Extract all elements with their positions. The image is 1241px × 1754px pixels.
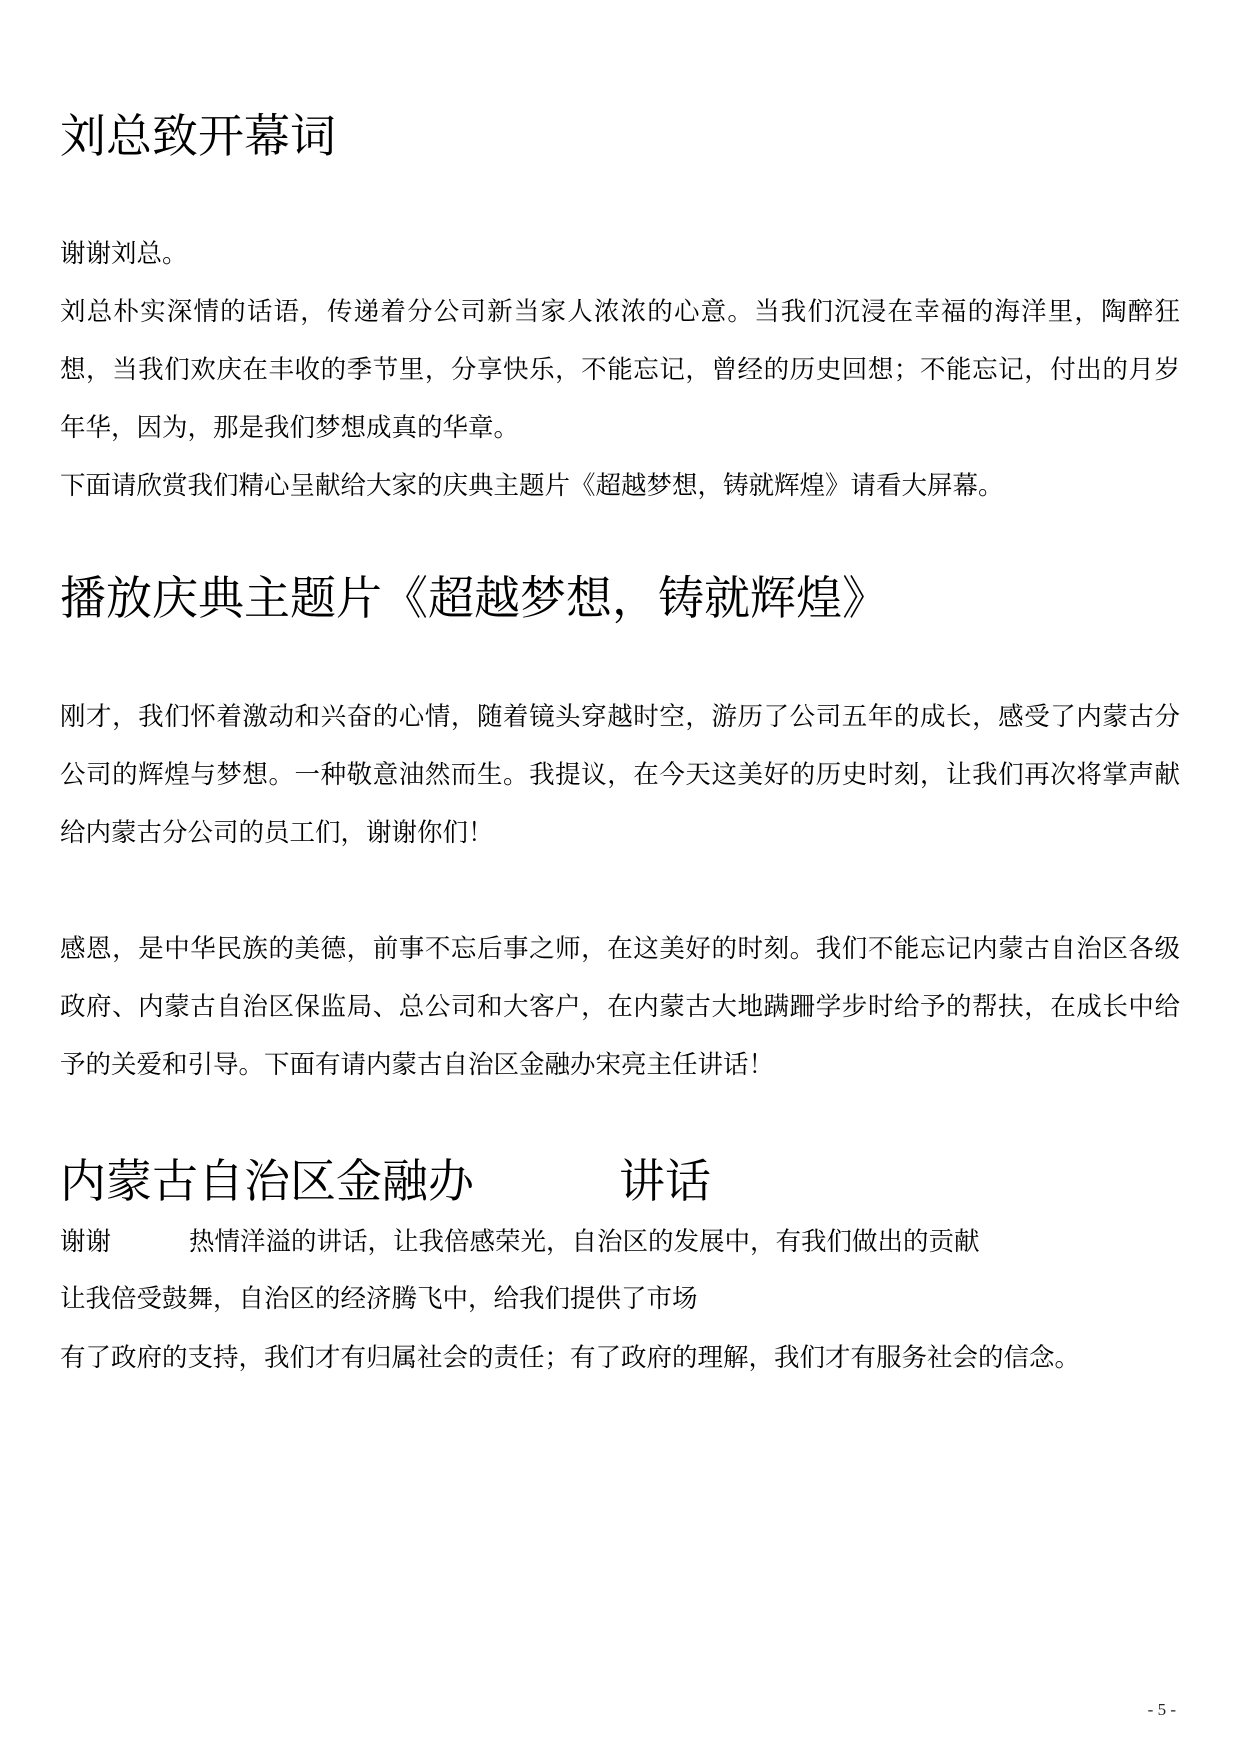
paragraph-video-intro: 下面请欣赏我们精心呈献给大家的庆典主题片《超越梦想，铸就辉煌》请看大屏幕。 (60, 471, 1004, 501)
paragraph-government-support: 有了政府的支持，我们才有归属社会的责任；有了政府的理解，我们才有服务社会的信念。 (60, 1343, 1081, 1373)
speech-thanks-line (60, 1225, 980, 1259)
section-heading-opening-speech: 刘总致开幕词 (60, 109, 336, 163)
page-number: - 5 - (1147, 1700, 1176, 1719)
paragraph-gratitude: 感恩，是中华民族的美德，前事不忘后事之师，在这美好的时刻。我们不能忘记内蒙古自治区各级政府、内蒙古自治区保监局、总公司和大客户，在内蒙古大地蹒跚学步时给予的帮扶，在成长中给予的关爱和引导。下面有请内蒙古自治区金融办宋亮主任讲话！ (60, 934, 1180, 1080)
heading-part-speech: 讲话 (619, 1154, 711, 1208)
thanks-line-rest: 热情洋溢的讲话，让我倍感荣光，自治区的发展中，有我们做出的贡献 (189, 1227, 980, 1257)
heading-part-office: 内蒙古自治区金融办 (60, 1154, 474, 1208)
section-heading-finance-office-speech (60, 1153, 711, 1209)
paragraph-opening-response: 刘总朴实深情的话语，传递着分公司新当家人浓浓的心意。当我们沉浸在幸福的海洋里，陶醉狂想，当我们欢庆在丰收的季节里，分享快乐，不能忘记，曾经的历史回想；不能忘记，付出的月岁年华，因为，那是我们梦想成真的华章。 (60, 297, 1180, 443)
encouragement-line: 让我倍受鼓舞，自治区的经济腾飞中，给我们提供了市场 (60, 1284, 698, 1314)
thanks-word: 谢谢 (60, 1227, 112, 1257)
section-heading-theme-video: 播放庆典主题片《超越梦想，铸就辉煌》 (60, 571, 888, 625)
paragraph-thanks: 谢谢刘总。 (60, 239, 188, 269)
paragraph-after-video: 刚才，我们怀着激动和兴奋的心情，随着镜头穿越时空，游历了公司五年的成长，感受了内蒙古分公司的辉煌与梦想。一种敬意油然而生。我提议，在今天这美好的历史时刻，让我们再次将掌声献给内蒙古分公司的员工们，谢谢你们！ (60, 702, 1180, 848)
